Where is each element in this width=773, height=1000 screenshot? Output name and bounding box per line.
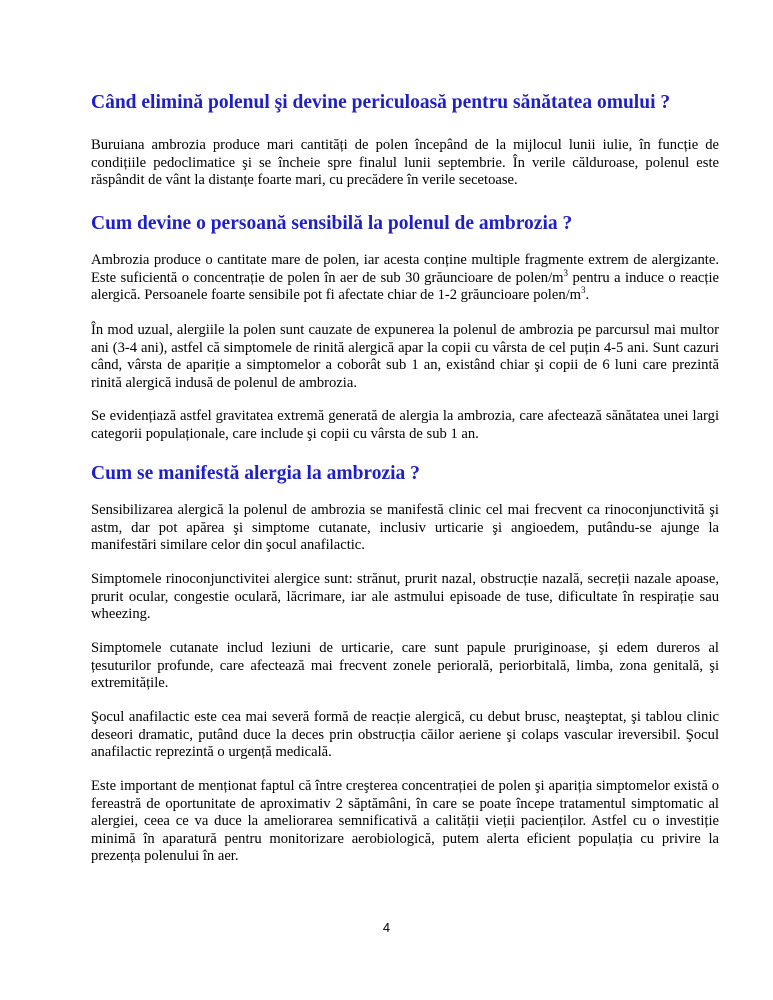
paragraph: Simptomele cutanate includ leziuni de urticarie, care sunt papule pruriginoase, şi edem dureros al țesuturilor profunde, care afectează mai frecvent zonele periorală, periorbitală, limba, zona genitală, şi extremitățile. [91,640,719,691]
section-heading-3: Cum se manifestă alergia la ambrozia ? [91,463,420,484]
paragraph: Buruiana ambrozia produce mari cantități de polen începând de la mijlocul lunii iulie, în funcție de condițiile pedoclimatice şi se încheie spre finalul lunii septembrie. În verile călduroase, polenul este răspândit de vânt la distanțe foarte mari, cu precădere în verile secetoase. [91,137,719,188]
paragraph: Este important de menționat faptul că între creşterea concentrației de polen şi apariția simptomelor există o fereastră de oportunitate de aproximativ 2 săptămâni, în care se poate începe tratamentul simptomatic al alergiei, ceea ce va duce la ameliorarea semnificativă a calității vieții pacienților. Astfel cu o investiție minimă în aparatură pentru monitorizare aerobiologică, putem alerta eficient populația cu privire la prezența polenului în aer. [91,778,719,864]
paragraph: Se evidențiază astfel gravitatea extremă generată de alergia la ambrozia, care afectează sănătatea unei largi categorii populaționale, care include şi copii cu vârsta de sub 1 an. [91,408,719,442]
page-number: 4 [382,920,391,935]
paragraph: În mod uzual, alergiile la polen sunt cauzate de expunerea la polenul de ambrozia pe parcursul mai multor ani (3-4 ani), astfel că simptomele de rinită alergică apar la copii cu vârsta de cel puțin 4-5 ani. Sunt cazuri când, vârsta de apariție a simptomelor a coborât sub 1 an, existând chiar şi copii de 6 luni care prezintă rinită alergică indusă de polenul de ambrozia. [91,322,719,391]
section-heading-2: Cum devine o persoană sensibilă la polenul de ambrozia ? [91,213,573,234]
paragraph: Sensibilizarea alergică la polenul de ambrozia se manifestă clinic cel mai frecvent ca rinoconjunctivită şi astm, dar pot apărea şi simptome cutanate, inclusiv urticarie şi angioedem, putându-se ajunge la manifestări similare celor din şocul anafilactic. [91,502,719,553]
section-heading-1: Când elimină polenul şi devine periculoasă pentru sănătatea omului ? [91,92,671,113]
paragraph: Ambrozia produce o cantitate mare de polen, iar acesta conține multiple fragmente extrem de alergizante. Este suficientă o concentrație de polen în aer de sub 30 grăuncioare de polen/$m^3$ pentru a induce o reacție alergică. Persoanele foarte sensibile pot fi afectate chiar de 1-2 grăuncioare polen/$m^3$. [91,252,719,303]
paragraph: Simptomele rinoconjunctivitei alergice sunt: strănut, prurit nazal, obstrucție nazală, secreții nazale apoase, prurit ocular, congestie oculară, lăcrimare, iar ale astmului episoade de tuse, dificultate în respirație sau wheezing. [91,571,719,622]
paragraph: Şocul anafilactic este cea mai severă formă de reacție alergică, cu debut brusc, neaşteptat, şi tablou clinic deseori dramatic, putând duce la deces prin obstrucția căilor aeriene şi colaps vascular ireversibil. Şocul anafilactic reprezintă o urgență medicală. [91,709,719,760]
